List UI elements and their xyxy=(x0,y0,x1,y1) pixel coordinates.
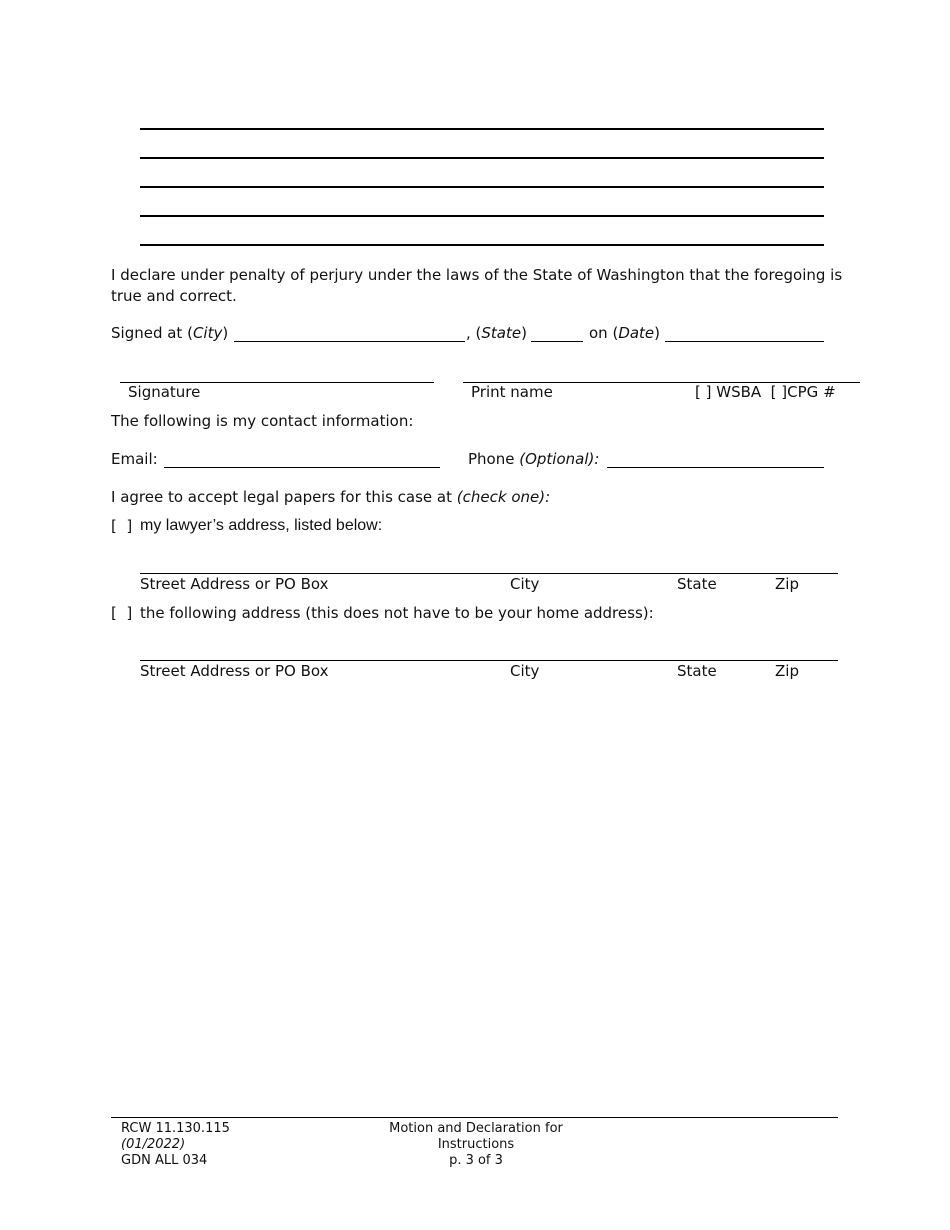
phone-label: Phone xyxy=(468,450,515,468)
phone-field[interactable] xyxy=(607,467,824,468)
zip-label-2: Zip xyxy=(775,662,799,680)
city-label-1: City xyxy=(510,575,540,593)
blank-line-1[interactable] xyxy=(140,128,824,130)
street-label-2: Street Address or PO Box xyxy=(140,662,329,680)
blank-line-3[interactable] xyxy=(140,186,824,188)
state-label: State xyxy=(481,324,522,342)
option-following-address: the following address (this does not have to be your home address): xyxy=(140,604,654,622)
check-one-label: (check one): xyxy=(456,488,551,506)
state-label-group: , (State) xyxy=(466,324,527,342)
blank-line-4[interactable] xyxy=(140,215,824,217)
signed-at-line: Signed at (City) xyxy=(111,324,229,342)
phone-label-group xyxy=(468,450,599,468)
blank-line-2[interactable] xyxy=(140,157,824,159)
footer-left xyxy=(121,1121,230,1169)
checkbox-lawyer-address[interactable]: [ ] xyxy=(111,517,133,535)
date-label-group: on (Date) xyxy=(589,324,661,342)
signed-at-label: Signed at ( xyxy=(111,324,193,342)
footer-title-line2: Instructions xyxy=(437,1137,515,1152)
perjury-declaration: I declare under penalty of perjury under the laws of the State of Washington that the foregoing is true and correct. xyxy=(111,266,843,305)
zip-label-1: Zip xyxy=(775,575,799,593)
street-label-1: Street Address or PO Box xyxy=(140,575,329,593)
bar-number-label: [ ] WSBA [ ]CPG # xyxy=(695,383,836,401)
signed-date-field[interactable] xyxy=(665,341,824,342)
signature-label: Signature xyxy=(128,383,201,401)
address-line-2[interactable] xyxy=(140,660,838,661)
address-line-1[interactable] xyxy=(140,573,838,574)
print-name-label: Print name xyxy=(471,383,553,401)
service-intro: I agree to accept legal papers for this case at (check one): xyxy=(111,488,551,506)
email-label: Email: xyxy=(111,450,158,468)
contact-intro: The following is my contact information: xyxy=(111,412,414,430)
state-label-1: State xyxy=(677,575,717,593)
footer-title-line1: Motion and Declaration for xyxy=(389,1121,563,1136)
footer-rule xyxy=(111,1117,838,1118)
footer-page-number: p. 3 of 3 xyxy=(449,1153,503,1168)
signed-city-field[interactable] xyxy=(234,341,465,342)
state-label-2: State xyxy=(677,662,717,680)
footer-form-code: GDN ALL 034 xyxy=(121,1153,208,1168)
phone-optional: (Optional): xyxy=(519,450,600,468)
city-label-2: City xyxy=(510,662,540,680)
footer-center xyxy=(376,1121,576,1169)
footer-date: (01/2022) xyxy=(121,1137,186,1152)
city-label: City xyxy=(192,324,223,342)
date-label: Date xyxy=(618,324,655,342)
checkbox-following-address[interactable]: [ ] xyxy=(111,604,133,622)
signed-state-field[interactable] xyxy=(531,341,583,342)
blank-line-5[interactable] xyxy=(140,244,824,246)
email-field[interactable] xyxy=(164,467,440,468)
option-lawyer-address: my lawyer’s address, listed below: xyxy=(140,517,383,534)
footer-rcw: RCW 11.130.115 xyxy=(121,1121,230,1136)
